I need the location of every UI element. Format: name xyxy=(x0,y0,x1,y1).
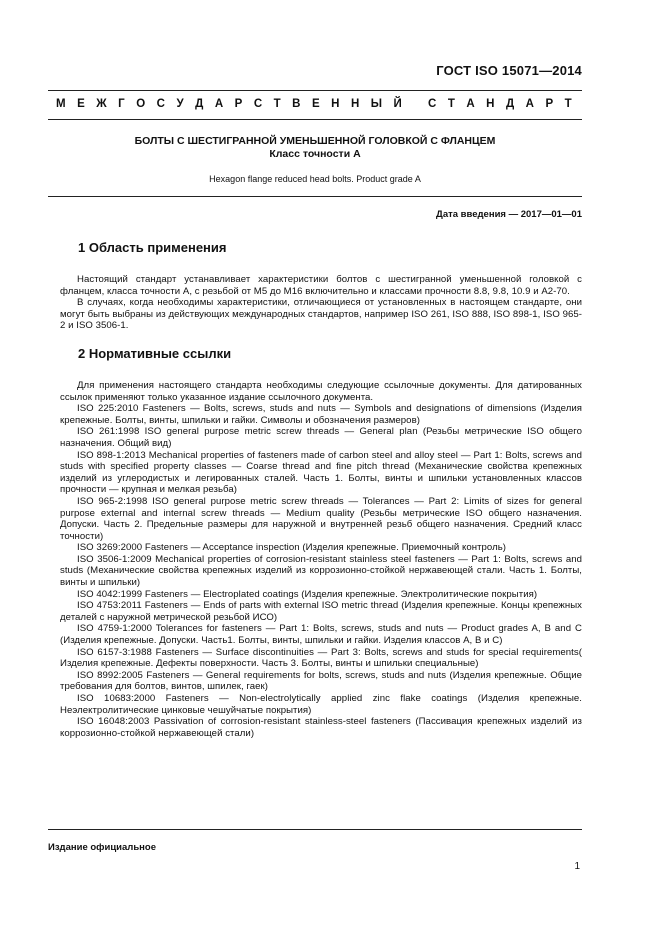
paragraph: Для применения настоящего стандарта необходимы следующие ссылочные документы. Для датированных ссылок применяют только указанное издание ссылочного документа. xyxy=(60,379,582,403)
reference-item: ISO 16048:2003 Passivation of corrosion-resistant stainless-steel fasteners (Пассивация крепежных изделий из коррозионно-стойкой нержавеющей стали) xyxy=(60,716,582,739)
band-letter: А xyxy=(214,98,224,110)
band-letter: А xyxy=(525,98,534,110)
edition-label: Издание официальное xyxy=(48,842,156,853)
band-letter: Д xyxy=(195,98,204,110)
band-letter: Е xyxy=(311,98,320,110)
document-body xyxy=(60,240,582,739)
section-heading: 1 Область применения xyxy=(78,240,227,255)
title-ru: БОЛТЫ С ШЕСТИГРАННОЙ УМЕНЬШЕННОЙ ГОЛОВКОЙ С ФЛАНЦЕМ xyxy=(134,135,496,147)
section-normative-references xyxy=(60,346,582,739)
band-letter: Ы xyxy=(370,98,383,110)
title-en: Hexagon flange reduced head bolts. Product grade A xyxy=(209,174,421,184)
band-letter: Ж xyxy=(96,98,107,110)
band-letter: Т xyxy=(273,98,281,110)
band-letter: В xyxy=(292,98,301,110)
footer-divider xyxy=(48,829,582,830)
reference-item: ISO 898-1:2013 Mechanical properties of fasteners made of carbon steel and alloy steel — Part 1: Bolts, screws and studs with specified property classes — Coarse thread and fine pitch thread (Механические свойства крепежных изделий из углеродистых и легированных сталей. Часть 1. Болты, винты и шпильки установленных классов прочности — крупная и мелкая резьба) xyxy=(60,449,582,496)
reference-item: ISO 4753:2011 Fasteners — Ends of parts with external ISO metric thread (Изделия крепежные. Концы крепежных деталей с наружной метрической резьбой ИСО) xyxy=(60,600,582,623)
band-letter: С xyxy=(253,98,263,110)
reference-item: ISO 10683:2000 Fasteners — Non-electrolytically applied zinc flake coatings (Изделия крепежные. Неэлектролитические цинковые чешуйчатые покрытия) xyxy=(60,693,582,716)
title-divider xyxy=(48,196,582,197)
band-letter xyxy=(413,98,416,110)
band-letter: Н xyxy=(331,98,340,110)
band-letter: Д xyxy=(505,98,515,110)
reference-item: ISO 3269:2000 Fasteners — Acceptance inspection (Изделия крепежные. Приемочный контроль) xyxy=(77,542,507,554)
band-letter: А xyxy=(466,98,475,110)
band-letter: Н xyxy=(486,98,495,110)
reference-item: ISO 225:2010 Fasteners — Bolts, screws, studs and nuts — Symbols and designations of dimensions (Изделия крепежные. Болты, винты, шпильки и гайки. Символы и обозначения размеров) xyxy=(60,403,582,426)
standard-type-band xyxy=(48,90,582,120)
band-letter: М xyxy=(56,98,66,110)
band-letter: Р xyxy=(234,98,243,110)
doc-number: ГОСТ ISO 15071—2014 xyxy=(436,63,582,78)
band-letter: Р xyxy=(545,98,554,110)
band-letter: Т xyxy=(564,98,572,110)
title-block xyxy=(48,135,582,185)
band-letter: Й xyxy=(393,98,402,110)
band-letter: О xyxy=(136,98,146,110)
band-letter: Е xyxy=(77,98,85,110)
band-letter: Г xyxy=(118,98,125,110)
band-letter: Т xyxy=(447,98,455,110)
reference-item: ISO 4042:1999 Fasteners — Electroplated coatings (Изделия крепежные. Электролитические покрытия) xyxy=(77,588,538,600)
introduction-date: Дата введения — 2017—01—01 xyxy=(436,209,582,220)
reference-item: ISO 4759-1:2000 Tolerances for fasteners — Part 1: Bolts, screws, studs and nuts — Product grades A, B and C (Изделия крепежные. Допуски. Часть1. Болты, винты, шпильки и гайки. Изделия классов А, В и С) xyxy=(60,623,582,647)
band-letter: С xyxy=(156,98,165,110)
paragraph: Настоящий стандарт устанавливает характеристики болтов с шестигранной уменьшенной головкой с фланцем, класса точности А, с резьбой от М5 до М16 включительно и классами прочности 8.8, 9.8, 10.9 и А2-70. xyxy=(60,274,582,297)
title-class: Класс точности А xyxy=(269,148,361,160)
section-heading: 2 Нормативные ссылки xyxy=(78,345,232,361)
reference-item: ISO 965-2:1998 ISO general purpose metric screw threads — Tolerances — Part 2: Limits of sizes for general purpose external and internal screw threads — Medium quality (Резьбы метрические ISO общего назначения. Допуски. Часть 2. Предельные размеры для наружной и внутренней резьб общего назначения. Средний класс точности) xyxy=(60,495,582,542)
reference-item: ISO 3506-1:2009 Mechanical properties of corrosion-resistant stainless steel fasteners — Part 1: Bolts, screws and studs (Механические свойства крепежных изделий из коррозионно-стойкой нержавеющей стали. Часть 1. Болты, винты и шпильки) xyxy=(60,553,582,589)
band-letter: Н xyxy=(350,98,360,110)
band-letter: С xyxy=(428,98,437,110)
section-scope xyxy=(60,240,582,332)
page-number: 1 xyxy=(574,861,580,872)
paragraph: В случаях, когда необходимы характеристики, отличающиеся от установленных в настоящем стандарте, они могут быть выбраны из действующих международных стандартов, например ISO 261, ISO 888, ISO 898-1, ISO 965-2 и ISO 3506-1. xyxy=(60,297,582,332)
standard-type-title xyxy=(48,98,582,110)
reference-item: ISO 8992:2005 Fasteners — General requirements for bolts, screws, studs and nuts (Изделия крепежные. Общие требования для болтов, винтов, шпилек, гаек) xyxy=(60,669,582,693)
reference-item: ISO 261:1998 ISO general purpose metric screw threads — General plan (Резьбы метрические ISO общего назначения. Общий вид) xyxy=(60,426,582,449)
band-letter: У xyxy=(176,98,184,110)
reference-item: ISO 6157-3:1988 Fasteners — Surface discontinuities — Part 3: Bolts, screws and studs for special requirements( Изделия крепежные. Дефекты поверхности. Часть 3. Болты, винты и шпильки специальные) xyxy=(60,646,582,670)
